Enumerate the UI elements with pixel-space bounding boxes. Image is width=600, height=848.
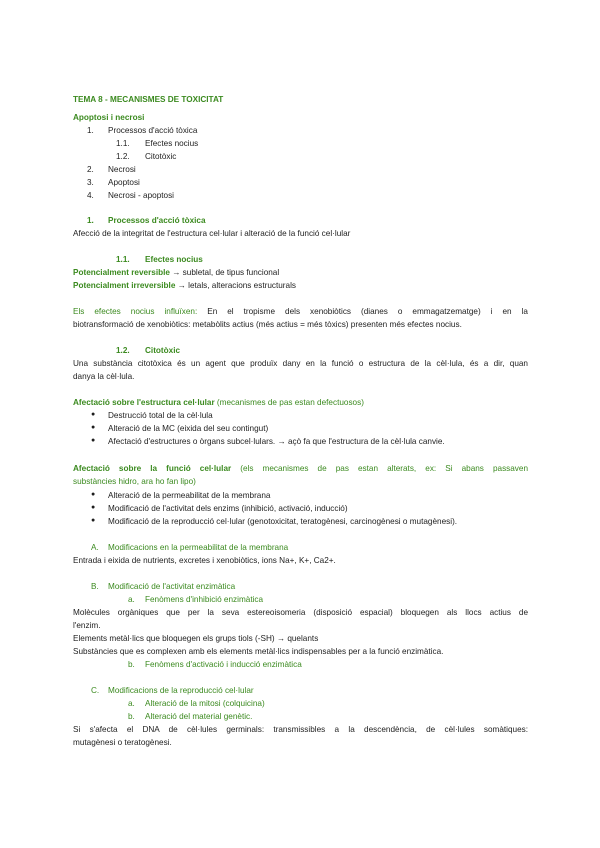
toc-num: 1.: [87, 126, 94, 135]
section-b-line3: Elements metàl·lics que bloquegen els grups tiols (-SH) → quelants: [73, 634, 319, 643]
toc-item: Efectes nocius: [145, 139, 199, 148]
section-b-a-heading: Fenòmens d'inhibició enzimàtica: [145, 595, 264, 604]
funcio-note-line2: substàncies hidro, ara ho fan lipo): [73, 477, 196, 486]
toc-num: 3.: [87, 178, 94, 187]
toc-item: Necrosi: [108, 165, 136, 174]
section-c-line1: Si s'afecta el DNA de cèl·lules germinals: transmissibles a la descendència, de cèl·lules somàtiques:: [73, 725, 528, 734]
section-b-heading: Modificació de l'activitat enzimàtica: [108, 582, 236, 591]
section-1-2-num: 1.2.: [116, 346, 130, 355]
section-1-2-heading: Citotòxic: [145, 346, 181, 355]
reversible-label: Potencialment reversible: [73, 268, 170, 277]
page-title: TEMA 8 - MECANISMES DE TOXICITAT: [73, 95, 224, 104]
toc-num: 2.: [87, 165, 94, 174]
bullet-icon: ●: [91, 491, 96, 498]
efectes-paragraph-line2: biotransformació de xenobiòtics: metabòlits actius (més actius = més tòxics) presenten més efectes nocius.: [73, 320, 462, 329]
irreversible-label: Potencialment irreversible: [73, 281, 176, 290]
list-item: Alteració de la MC (eixida del seu contingut): [108, 424, 269, 433]
toc-item: Necrosi - apoptosi: [108, 191, 174, 200]
section-1-text: Afecció de la integritat de l'estructura cel·lular i alteració de la funció cel·lular: [73, 229, 351, 238]
funcio-heading-line: [73, 463, 528, 474]
section-1-1-num: 1.1.: [116, 255, 130, 264]
list-item: Modificació de la reproducció cel·lular (genotoxicitat, teratogènesi, carcinogènesi o mutagènesi).: [108, 517, 458, 526]
estructura-heading-line: [73, 397, 364, 408]
reversible-line: [73, 267, 279, 278]
section-c-a-heading: Alteració de la mitosi (colquicina): [145, 699, 265, 708]
section-b-line1: Molècules orgàniques que per la seva estereoisomeria (disposició espacial) bloquegen als llocs actius de: [73, 608, 528, 617]
list-item: Alteració de la permeabilitat de la membrana: [108, 491, 271, 500]
efectes-paragraph-line1: [73, 306, 528, 317]
section-1-num: 1.: [87, 216, 94, 225]
bullet-icon: ●: [91, 504, 96, 511]
toc-item: Processos d'acció tòxica: [108, 126, 198, 135]
citotoxic-line2: danya la cèl·lula.: [73, 372, 135, 381]
section-b-a-letter: a.: [128, 595, 135, 604]
section-c-line2: mutagènesi o teratogènesi.: [73, 738, 172, 747]
reversible-text: → subletal, de tipus funcional: [172, 268, 280, 277]
section-c-b-letter: b.: [128, 712, 135, 721]
section-b-line2: l'enzim.: [73, 621, 101, 630]
section-b-line4: Substàncies que es complexen amb els elements metàl·lics indispensables per a la funció enzimàtica.: [73, 647, 444, 656]
efectes-lead: Els efectes nocius influïxen:: [73, 307, 198, 316]
citotoxic-line1: Una substància citotòxica és un agent que produïx dany en la funció o estructura de la cèl·lula, és a dir, quan: [73, 359, 528, 368]
section-b-b-letter: b.: [128, 660, 135, 669]
funcio-heading: Afectació sobre la funció cel·lular: [73, 464, 232, 473]
section-c-heading: Modificacions de la reproducció cel·lular: [108, 686, 254, 695]
section-c-a-letter: a.: [128, 699, 135, 708]
bullet-icon: ●: [91, 411, 96, 418]
section-a-heading: Modificacions en la permeabilitat de la membrana: [108, 543, 289, 552]
toc-item: Apoptosi: [108, 178, 140, 187]
toc-num: 1.2.: [116, 152, 130, 161]
bullet-icon: ●: [91, 437, 96, 444]
section-a-text: Entrada i eixida de nutrients, excretes i xenobiòtics, ions Na+, K+, Ca2+.: [73, 556, 336, 565]
toc-num: 4.: [87, 191, 94, 200]
efectes-text: En el tropisme dels xenobiòtics (dianes o emmagatzematge) i en la: [207, 307, 528, 316]
estructura-heading: Afectació sobre l'estructura cel·lular: [73, 398, 215, 407]
toc-item: Citotòxic: [145, 152, 177, 161]
section-c-letter: C.: [91, 686, 100, 695]
section-1-1-heading: Efectes nocius: [145, 255, 203, 264]
section-1-heading: Processos d'acció tòxica: [108, 216, 206, 225]
funcio-note: (els mecanismes de pas estan alterats, ex: Si abans passaven: [240, 464, 529, 473]
list-item: Afectació d'estructures o òrgans subcel·lulars. → açò fa que l'estructura de la cèl·lula canvie.: [108, 437, 445, 446]
section-b-b-heading: Fenòmens d'activació i inducció enzimàtica: [145, 660, 302, 669]
list-item: Destrucció total de la cèl·lula: [108, 411, 213, 420]
irreversible-line: [73, 280, 296, 291]
bullet-icon: ●: [91, 517, 96, 524]
section-b-letter: B.: [91, 582, 99, 591]
section-c-b-heading: Alteració del material genètic.: [145, 712, 253, 721]
estructura-note: (mecanismes de pas estan defectuosos): [216, 398, 364, 407]
section-a-letter: A.: [91, 543, 99, 552]
toc-heading: Apoptosi i necrosi: [73, 113, 145, 122]
toc-num: 1.1.: [116, 139, 130, 148]
irreversible-text: → letals, alteracions estructurals: [177, 281, 296, 290]
bullet-icon: ●: [91, 424, 96, 431]
list-item: Modificació de l'activitat dels enzims (inhibició, activació, inducció): [108, 504, 348, 513]
